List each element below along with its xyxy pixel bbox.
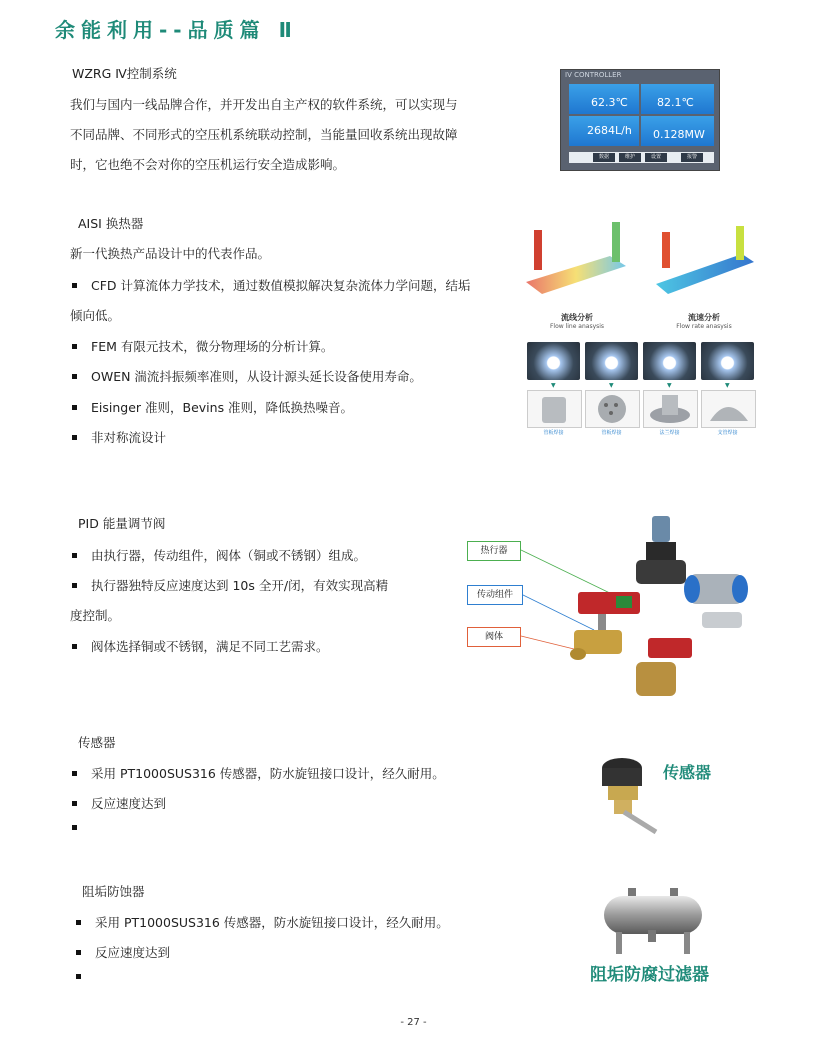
pid-bullet-1: 由执行器，传动组件，阀体（铜或不锈钢）组成。 bbox=[72, 546, 366, 564]
controller-line-3: 时，它也绝不会对你的空压机运行安全造成影响。 bbox=[70, 157, 346, 172]
weld-photo-2 bbox=[585, 342, 638, 380]
controller-line-1: 我们与国内一线品牌合作，并开发出自主产权的软件系统，可以实现与 bbox=[70, 97, 458, 112]
part-photo-2 bbox=[585, 390, 640, 428]
filter-bullet-2: 反应速度达到 bbox=[76, 943, 170, 961]
controller-paragraph bbox=[70, 90, 490, 180]
flow-rate-caption-en: Flow rate anasysis bbox=[676, 323, 732, 330]
filter-bullet-1: 采用 PT1000SUS316 传感器，防水旋钮接口设计，经久耐用。 bbox=[76, 913, 449, 931]
settings-button: 设置 bbox=[645, 153, 667, 162]
part-photo-1 bbox=[527, 390, 582, 428]
sensor-image-label: 传感器 bbox=[663, 763, 712, 782]
weld-caption-3: 法兰焊接 bbox=[659, 430, 680, 436]
weld-photo-1 bbox=[527, 342, 580, 380]
alarm-button: 报警 bbox=[681, 153, 703, 162]
controller-button-bar bbox=[569, 152, 714, 163]
pid-bullet-3: 阀体选择铜或不锈钢，满足不同工艺需求。 bbox=[72, 637, 329, 655]
data-button: 数据 bbox=[593, 153, 615, 162]
hx-bullet-3: OWEN 湍流抖振频率准则，从设计源头延长设备使用寿命。 bbox=[72, 367, 422, 385]
hx-bullet-4: Eisinger 准则，Bevins 准则，降低换热噪音。 bbox=[72, 398, 353, 416]
valve-body-label: 阀体 bbox=[467, 627, 521, 647]
flow-card bbox=[569, 116, 639, 146]
page-title: 余能利用--品质篇 Ⅱ bbox=[55, 18, 298, 42]
pid-bullet-2-cont: 度控制。 bbox=[70, 608, 121, 623]
filter-image-label: 阻垢防腐过滤器 bbox=[590, 965, 709, 985]
sensor-bullet-3 bbox=[72, 825, 91, 830]
sensor-photo bbox=[594, 752, 664, 836]
controller-panel-header: IV CONTROLLER bbox=[565, 71, 622, 79]
temp-out-card bbox=[641, 84, 714, 114]
flow-rate-caption: 流速分析 bbox=[688, 313, 720, 322]
actuator-label: 热行器 bbox=[467, 541, 521, 561]
temp-in-card bbox=[569, 84, 639, 114]
weld-photo-4 bbox=[701, 342, 754, 380]
filter-heading: 阻垢防蚀器 bbox=[82, 884, 145, 899]
weld-caption-1: 管板焊接 bbox=[543, 430, 564, 436]
part-photo-3 bbox=[643, 390, 698, 428]
power-value: 0.128MW bbox=[653, 128, 705, 141]
sensor-bullet-2: 反应速度达到 bbox=[72, 794, 166, 812]
temp-in-value: 62.3℃ bbox=[591, 96, 628, 109]
pid-bullet-2: 执行器独特反应速度达到 10s 全开/闭，有效实现高精 bbox=[72, 576, 388, 594]
weld-photo-3 bbox=[643, 342, 696, 380]
weld-caption-2: 管板焊接 bbox=[601, 430, 622, 436]
flow-line-caption-en: Flow line anasysis bbox=[549, 323, 605, 330]
hx-bullet-5: 非对称流设计 bbox=[72, 428, 166, 446]
part-photo-4 bbox=[701, 390, 756, 428]
sensor-heading: 传感器 bbox=[78, 735, 116, 750]
page-number: - 27 - bbox=[400, 1017, 427, 1028]
flow-value: 2684L/h bbox=[587, 124, 632, 137]
filter-bullet-3 bbox=[76, 974, 95, 979]
hx-bullet-1-cont: 倾向低。 bbox=[70, 308, 121, 323]
maintain-button: 维护 bbox=[619, 153, 641, 162]
weld-caption-4: 支管焊接 bbox=[717, 430, 738, 436]
sensor-bullet-1: 采用 PT1000SUS316 传感器，防水旋钮接口设计，经久耐用。 bbox=[72, 764, 445, 782]
controller-heading: WZRG Ⅳ控制系统 bbox=[72, 66, 177, 81]
hx-bullet-2: FEM 有限元技术，微分物理场的分析计算。 bbox=[72, 337, 333, 355]
cfd-simulation-graphic bbox=[522, 222, 758, 312]
flow-line-caption: 流线分析 bbox=[561, 313, 593, 322]
hx-bullet-1: CFD 计算流体力学技术，通过数值模拟解决复杂流体力学问题，结垢 bbox=[72, 276, 471, 294]
controller-panel-image bbox=[560, 69, 720, 171]
transmission-label: 传动组件 bbox=[467, 585, 523, 605]
filter-tank-photo bbox=[598, 886, 708, 956]
pid-heading: PID 能量调节阀 bbox=[78, 516, 166, 531]
temp-out-value: 82.1℃ bbox=[657, 96, 694, 109]
heat-exchanger-images: 流线分析 Flow line anasysis 流速分析 Flow rate anasysis ▼ ▼ ▼ ▼ 管板焊接 管板焊接 法兰焊接 支管焊接 bbox=[522, 222, 758, 437]
power-card bbox=[641, 116, 714, 146]
heat-exchanger-intro: 新一代换热产品设计中的代表作品。 bbox=[70, 246, 271, 261]
heat-exchanger-heading: AISI 换热器 bbox=[78, 216, 144, 231]
controller-line-2: 不同品牌、不同形式的空压机系统联动控制，当能量回收系统出现故障 bbox=[70, 127, 458, 142]
